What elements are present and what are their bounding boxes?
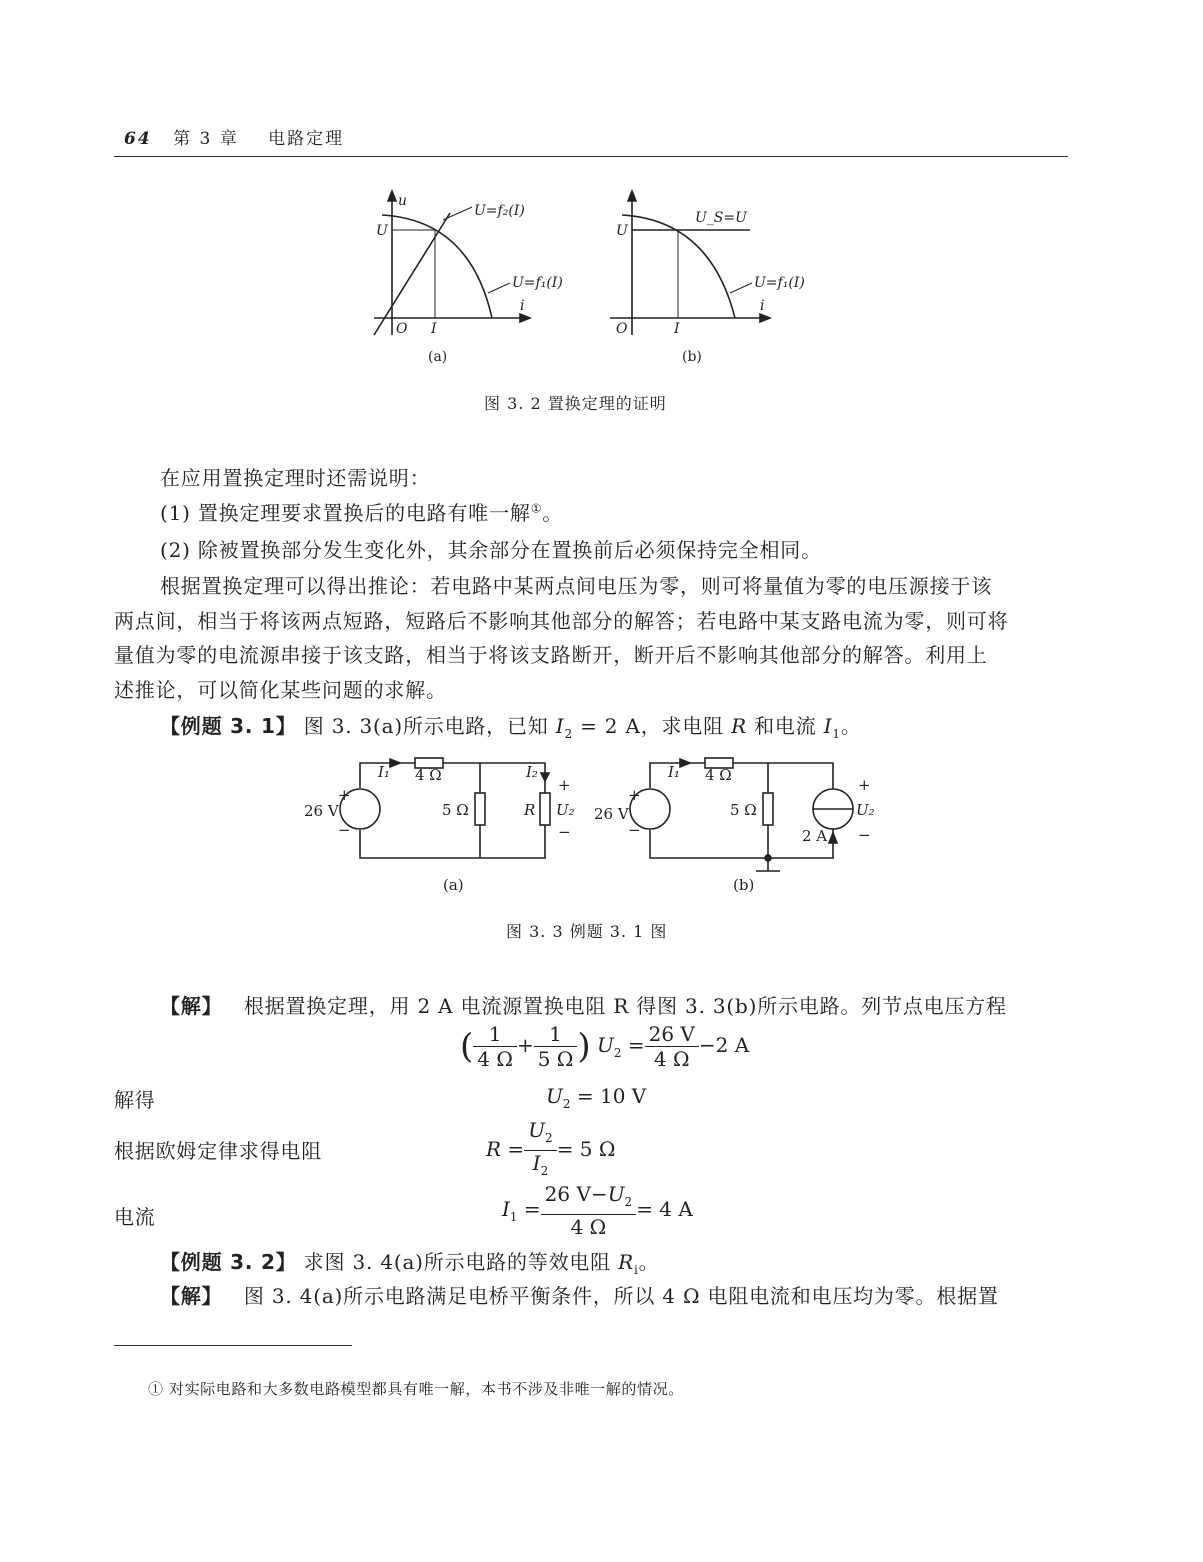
frac-eq3-num [524,1118,557,1151]
var-U2-sub: 2 [613,1046,622,1060]
frac-3-num: 26 V [645,1022,699,1047]
eq4-equals: = [523,1197,541,1221]
var-Ri: R [618,1250,635,1274]
frac-eq4-den: 4 Ω [570,1215,607,1239]
solve-label: 解得 [114,1088,156,1112]
figure-3-2-caption: 图 3. 2 置换定理的证明 [484,394,667,413]
f1-label-b: U=f₁(I) [754,275,805,291]
solution-3-2 [160,1280,999,1309]
var-R: R [731,714,747,738]
solution-label: 【解】 [160,994,223,1018]
frac-eq3 [524,1118,557,1183]
paragraph-3: (2) 除被置换部分发生变化外，其余部分在置换前后必须保持完全相同。 [160,538,822,562]
resistor-5ohm-b [763,793,773,825]
eq3-equals: = [507,1137,525,1161]
example-3-1-text-2: = 2 A，求电阻 [580,714,724,738]
source-label-a: 26 V [304,802,339,820]
current-label: 电流 [114,1205,156,1229]
footnote: ① 对实际电路和大多数电路模型都具有唯一解，本书不涉及非唯一解的情况。 [148,1380,684,1398]
frac-1 [473,1022,517,1071]
example-3-1-label: 【例题 3. 1】 [160,714,297,738]
var-I2-sub: 2 [564,727,573,741]
paragraph-2-text: (1) 置换定理要求置换后的电路有唯一解 [160,501,531,525]
f1-label: U=f₁(I) [512,275,563,291]
u-value-label: U [376,223,388,239]
r1-label-a: 4 Ω [415,766,442,784]
frac-1-den: 4 Ω [477,1047,513,1071]
frac-2 [534,1022,578,1071]
u-axis-label: u [398,193,408,209]
r2-label-b: 5 Ω [730,801,757,819]
eq3-R: R [486,1137,502,1161]
cs-arrow [829,833,837,843]
u2-plus-b: + [858,776,871,794]
frac-eq4-num [541,1182,637,1215]
paragraph-2 [160,497,563,526]
eq4-num-sub: 2 [624,1195,633,1209]
i1-arrow-b [680,759,690,767]
source-minus-b: − [628,821,641,839]
equals: = [627,1033,645,1057]
wire-b-2 [733,763,833,789]
frac-1-num: 1 [473,1022,517,1047]
paren-open: ( [460,1026,474,1067]
example-3-1-end: 。 [840,714,862,738]
i2-label: I₂ [526,763,538,781]
r-label: R [524,801,536,819]
i-axis-label: i [520,298,525,314]
example-3-1 [160,710,862,741]
eq3-den-I: I [532,1151,541,1175]
f1-leader [488,283,510,293]
i1-label-b: I₁ [668,763,680,781]
eq1-tail: −2 A [698,1033,750,1057]
figure-3-3-caption: 图 3. 3 例题 3. 1 图 [506,922,668,941]
i1-arrow-a [390,759,400,767]
r1-label-b: 4 Ω [705,766,732,784]
u2-minus-a: − [558,823,571,841]
paragraph-4-line-1: 根据置换定理可以得出推论：若电路中某两点间电压为零，则可将量值为零的电压源接于该 [160,574,992,598]
source-minus-a: − [338,821,351,839]
u2-plus-a: + [558,776,571,794]
var-Ri-sub: i [634,1263,639,1277]
f1-leader-b [730,283,752,293]
eq4-I: I [502,1197,510,1221]
eq2-U-sub: 2 [562,1097,571,1111]
eq4-rest: = 4 A [636,1197,693,1221]
header-rule [114,156,1068,157]
example-3-2-text: 求图 3. 4(a)所示电路的等效电阻 [303,1250,611,1274]
plus-sign: + [516,1033,534,1057]
equation-2 [546,1084,646,1111]
frac-eq4 [541,1182,637,1239]
eq3-num-U: U [528,1118,546,1142]
equation-1 [460,1022,749,1071]
u2-minus-b: − [858,826,871,844]
solution-3-2-text: 图 3. 4(a)所示电路满足电桥平衡条件，所以 4 Ω 电阻电流和电压均为零。根据置 [243,1284,999,1308]
resistor-R-a [540,793,550,825]
example-3-2-end: 。 [638,1250,660,1274]
eq2-rest: = 10 V [576,1084,647,1108]
u-value-label-b: U [616,223,628,239]
f2-leader [443,207,472,220]
subfig-a-label: (a) [428,349,448,365]
eq4-num-U: U [607,1182,625,1206]
running-header [124,124,344,149]
source-plus-b: + [628,786,641,804]
var-U2: U [597,1033,614,1057]
footnote-rule [114,1345,352,1346]
paragraph-4-line-4: 述推论，可以简化某些问题的求解。 [114,678,447,702]
i-axis-arrow [520,314,530,322]
source-label-b: 26 V [594,805,629,823]
example-3-1-text-3: 和电流 [754,714,817,738]
eq3-num-sub: 2 [545,1131,553,1145]
paren-close: ) [577,1026,591,1067]
example-3-1-text-1: 图 3. 3(a)所示电路，已知 [303,714,549,738]
eq3-den-sub: 2 [540,1164,549,1178]
example-3-2 [160,1246,659,1277]
equation-4 [502,1182,693,1239]
origin-label-b: O [616,321,628,337]
frac-3-den: 4 Ω [653,1047,690,1071]
f2-label: U=f₂(I) [474,203,525,219]
paragraph-2-end: 。 [542,501,564,525]
i-value-label: I [431,321,437,337]
subfig-b-label: (b) [682,349,702,365]
i-value-label-b: I [674,321,680,337]
cs-label: 2 A [802,827,828,845]
frac-2-num: 1 [534,1022,578,1047]
page-number: 64 [124,129,152,149]
eq4-num-text: 26 V− [544,1182,608,1206]
figure-3-2 [360,185,840,370]
i-axis-label-b: i [760,298,765,314]
frac-3 [645,1022,699,1071]
eq3-rest: = 5 Ω [556,1137,616,1161]
frac-eq3-den [524,1151,557,1183]
wire-a-bottom [360,825,545,858]
solution-3-2-label: 【解】 [160,1284,223,1308]
paragraph-1: 在应用置换定理时还需说明： [160,466,431,490]
chapter-title: 电路定理 [268,129,345,149]
eq4-I-sub: 1 [509,1210,518,1224]
frac-2-den: 5 Ω [537,1047,574,1071]
chapter-label: 第 3 章 [173,129,239,149]
u-axis-arrow [388,191,396,201]
equation-3 [486,1118,615,1183]
example-3-2-label: 【例题 3. 2】 [160,1250,297,1274]
resistor-5ohm-a [475,793,485,825]
u-axis-arrow-b [628,191,636,201]
r2-label-a: 5 Ω [442,801,469,819]
u2-label-b: U₂ [856,801,875,819]
var-I2: I [555,714,565,738]
paragraph-4-line-3: 量值为零的电流源串接于该支路，相当于将该支路断开，断开后不影响其他部分的解答。利用上 [114,643,988,667]
figure-3-3 [300,755,900,900]
var-I1-sub: 1 [832,727,841,741]
eq2-U: U [546,1084,563,1108]
i-axis-arrow-b [760,314,770,322]
node-dot [765,855,771,861]
ohm-label: 根据欧姆定律求得电阻 [114,1139,322,1163]
i2-arrow [541,773,549,781]
subfig-b-label-33: (b) [733,876,755,894]
subfig-a-label-33: (a) [443,876,464,894]
origin-label: O [396,321,408,337]
var-I1: I [823,714,833,738]
i1-label-a: I₁ [378,763,390,781]
us-label: U_S=U [695,210,747,226]
solution-3-1 [160,990,1007,1019]
paragraph-4-line-2: 两点间，相当于将该两点短路，短路后不影响其他部分的解答；若电路中某支路电流为零，则可将 [114,609,1009,633]
solution-3-1-text: 根据置换定理，用 2 A 电流源置换电阻 R 得图 3. 3(b)所示电路。列节点电压方程 [243,994,1007,1018]
source-plus-a: + [338,786,351,804]
footnote-marker: ① [530,501,543,516]
u2-label-a: U₂ [556,801,575,819]
